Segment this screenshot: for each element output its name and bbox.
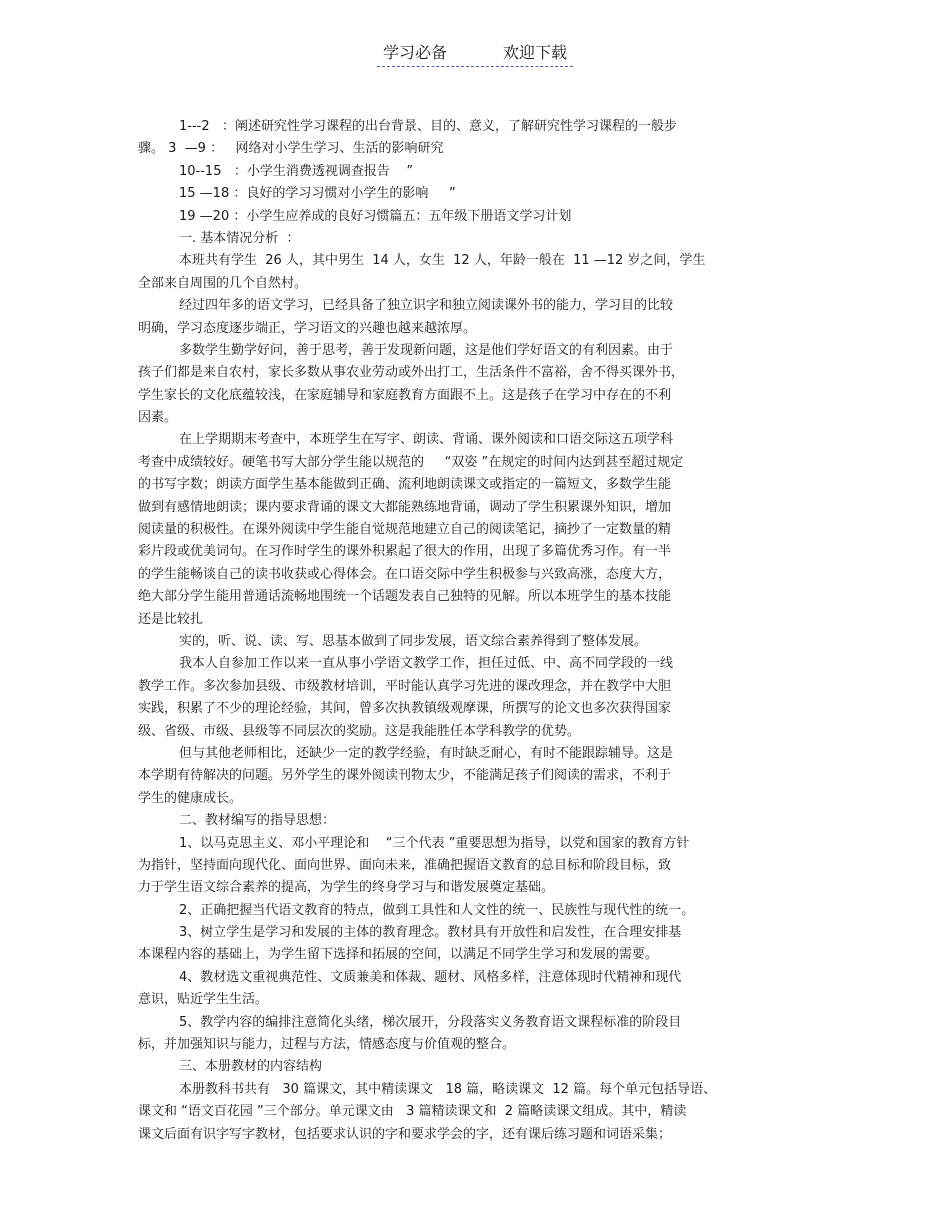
page-header [0, 40, 950, 67]
text-line: 一. 基本情况分析 ： [179, 230, 300, 246]
text-line: 1---2 ：阐述研究性学习课程的出台背景、目的、意义，了解研究性学习课程的一般步 [179, 119, 678, 134]
text-line: 孩子们都是来自农村，家长多数从事农业劳动或外出打工，生活条件不富裕，舍不得买课外书， [138, 365, 685, 381]
text-line: 考查中成绩较好。硬笔书写大部分学生能以规范的 “双姿 ”在规定的时间内达到甚至超过规定 [138, 454, 684, 470]
text-line: 绝大部分学生能用普通话流畅地围统一个话题发表自己独特的见解。所以本班学生的基本技能 [138, 589, 672, 605]
text-line: 的学生能畅谈自己的读书收获或心得体会。在口语交际中学生积极参与兴致高涨，态度大方， [138, 566, 672, 582]
text-line: 级、省级、市级、县级等不同层次的奖励。这是我能胜任本学科教学的优势。 [138, 723, 581, 739]
text-line: 1、以马克思主义、邓小平理论和 “三个代表 ”重要思想为指导，以党和国家的教育方针 [179, 835, 690, 851]
text-line: 的书写字数；朗读方面学生基本能做到正确、流利地朗读课文或指定的一篇短文，多数学生能 [138, 477, 672, 493]
text-line: 多数学生勤学好问，善于思考，善于发现新问题，这是他们学好语文的有利因素。由于 [179, 342, 674, 358]
text-line: 本册教科书共有 30 篇课文，其中精读课文 18 篇，略读课文 12 篇。每个单元包括导语、 [179, 1081, 717, 1097]
text-line: 教学工作。多次参加县级、市级教材培训，平时能认真学习先进的课改理念，并在教学中大胆 [138, 678, 672, 694]
text-line: 骤。 3 —9 ： 网络对小学生学习、生活的影响研究 [138, 141, 444, 157]
text-line: 做到有感情地朗读；课内要求背诵的课文大都能熟练地背诵，调动了学生积累课外知识，增加 [138, 499, 672, 515]
text-line: 课文后面有识字写字教材，包括要求认识的字和要求学会的字，还有课后练习题和词语采集； [138, 1126, 672, 1142]
text-line: 意识，贴近学生生活。 [138, 992, 269, 1008]
header-right-text: 欢迎下载 [503, 43, 568, 62]
text-line: 15 —18 ：良好的学习习惯对小学生的影响 ” [179, 186, 456, 202]
text-line: 19 —20 ：小学生应养成的良好习惯篇五：五年级下册语文学习计划 [179, 208, 572, 224]
text-line: 学生的健康成长。 [138, 790, 243, 806]
text-line: 本课程内容的基础上，为学生留下选择和拓展的空间，以满足不同学生学习和发展的需要。 [138, 947, 659, 963]
text-line: 力于学生语文综合素养的提高，为学生的终身学习与和谐发展奠定基础。 [138, 880, 555, 896]
text-line: 学生家长的文化底蕴较浅，在家庭辅导和家庭教育方面跟不上。这是孩子在学习中存在的不利 [138, 387, 672, 403]
text-line: 标，并加强知识与能力，过程与方法，情感态度与价值观的整合。 [138, 1037, 516, 1053]
text-line: 课文和 “语文百花园 ”三个部分。单元课文由 3 篇精读课文和 2 篇略读课文组成。其中，精读 [138, 1104, 687, 1120]
text-line: 经过四年多的语文学习，已经具备了独立识字和独立阅读课外书的能力，学习目的比较 [179, 298, 674, 314]
text-line: 阅读量的积极性。在课外阅读中学生能自觉规范地建立自己的阅读笔记，摘抄了一定数量的精 [138, 522, 672, 538]
header-left-text: 学习必备 [382, 43, 447, 62]
text-line: 5、教学内容的编排注意简化头绪，梯次展开，分段落实义务教育语文课程标准的阶段目 [179, 1014, 682, 1030]
text-line: 三、本册教材的内容结构 [179, 1059, 323, 1075]
header-underline [377, 40, 573, 67]
text-line: 但与其他老师相比，还缺少一定的教学经验，有时缺乏耐心，有时不能跟踪辅导。这是 [179, 745, 674, 761]
text-line: 还是比较扎 [138, 611, 204, 627]
text-line: 3、树立学生是学习和发展的主体的教育理念。教材具有开放性和启发性，在合理安排基 [179, 925, 682, 941]
text-line: 明确，学习态度逐步端正，学习语文的兴趣也越来越浓厚。 [138, 320, 477, 336]
text-line: 为指针，坚持面向现代化、面向世界、面向未来，准确把握语文教育的总目标和阶段目标，致 [138, 857, 672, 873]
text-line: 二、教材编写的指导思想： [179, 813, 336, 829]
text-line: 本学期有待解决的问题。另外学生的课外阅读刊物太少，不能满足孩子们阅读的需求，不利于 [138, 768, 672, 784]
text-line: 实的，听、说、读、写、思基本做到了同步发展，语文综合素养得到了整体发展。 [179, 633, 648, 649]
text-line: 10--15 ：小学生消费透视调查报告 ” [179, 163, 414, 179]
text-line: 全部来自周围的几个自然村。 [138, 275, 308, 291]
text-line: 在上学期期末考查中，本班学生在写字、朗读、背诵、课外阅读和口语交际这五项学科 [179, 432, 674, 448]
text-line: 因素。 [138, 410, 178, 426]
text-line: 我本人自参加工作以来一直从事小学语文教学工作，担任过低、中、高不同学段的一线 [179, 656, 674, 672]
text-line: 4、教材选文重视典范性、文质兼美和体裁、题材、风格多样，注意体现时代精神和现代 [179, 969, 682, 985]
text-line: 彩片段或优美词句。在习作时学生的课外积累起了很大的作用，出现了多篇优秀习作。有一半 [138, 544, 672, 560]
text-line: 实践，积累了不少的理论经验，其间，曾多次执教镇级观摩课，所撰写的论文也多次获得国家 [138, 701, 672, 717]
text-line: 本班共有学生 26 人，其中男生 14 人，女生 12 人，年龄一般在 11 —12 岁之间，学生 [179, 253, 706, 269]
text-line: 2、正确把握当代语文教育的特点，做到工具性和人文性的统一、民族性与现代性的统一。 [179, 902, 695, 918]
document-body [138, 116, 828, 1146]
